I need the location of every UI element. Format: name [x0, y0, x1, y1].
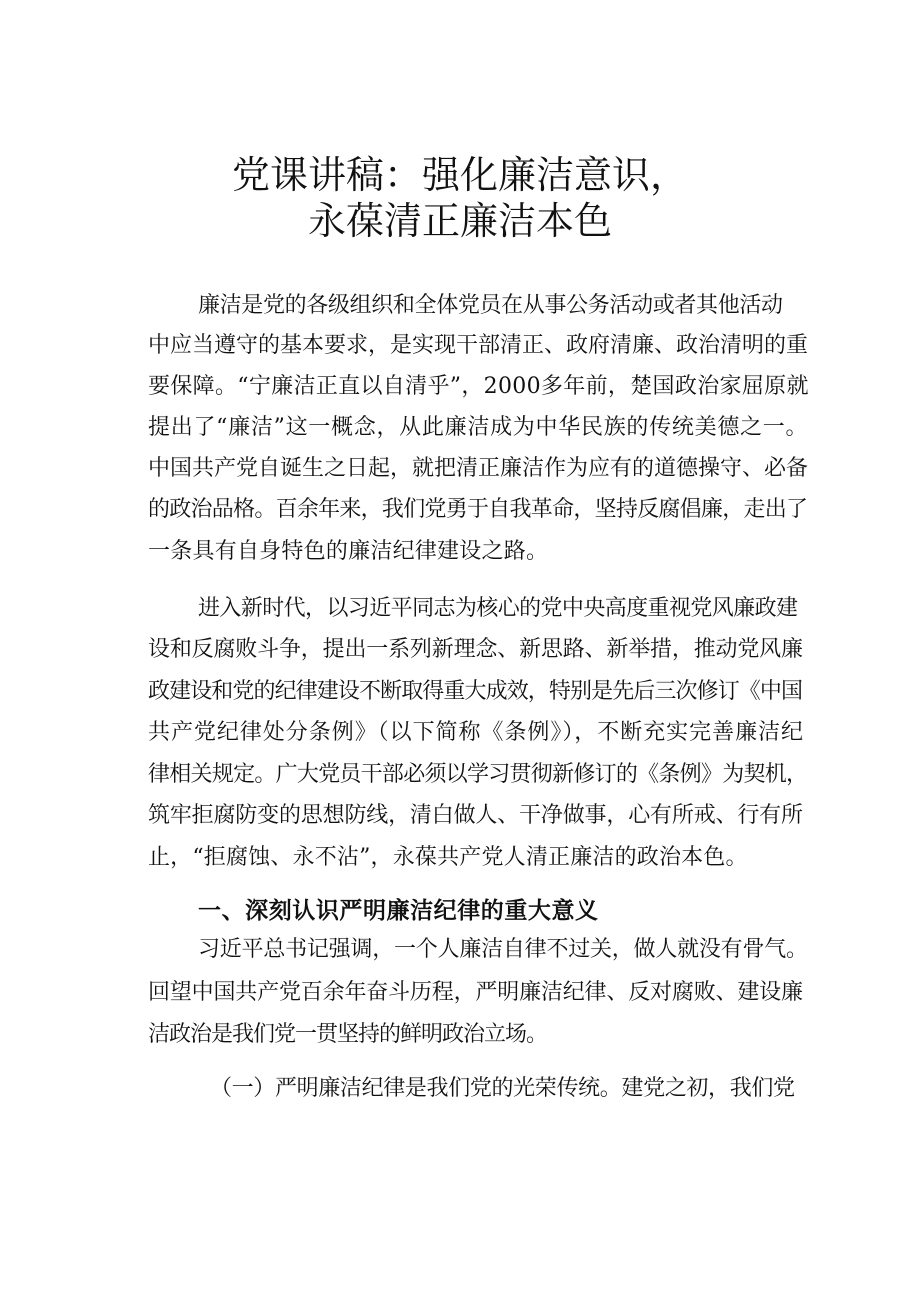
paragraph-2-line-7: 止，“拒腐蚀、永不沾”，永葆共产党人清正廉洁的政治本色。 — [148, 845, 748, 870]
paragraph-1-line-1: 廉洁是党的各级组织和全体党员在从事公务活动或者其他活动 — [198, 293, 783, 318]
subsection-1-line: （一）严明廉洁纪律是我们党的光荣传统。建党之初，我们党 — [210, 1076, 795, 1101]
section-1-paragraph-line-3: 洁政治是我们党一贯坚持的鲜明政治立场。 — [148, 1022, 548, 1047]
paragraph-1-line-5: 中国共产党自诞生之日起，就把清正廉洁作为应有的道德操守、必备 — [148, 456, 809, 481]
paragraph-1-line-3: 要保障。“宁廉洁正直以自清乎”，2000多年前，楚国政治家屈原就 — [148, 374, 809, 399]
paragraph-1-line-4: 提出了“廉洁”这一概念，从此廉洁成为中华民族的传统美德之一。 — [148, 415, 809, 440]
paragraph-2-line-1: 进入新时代，以习近平同志为核心的党中央高度重视党风廉政建 — [198, 596, 798, 621]
paragraph-2-line-5: 律相关规定。广大党员干部必须以学习贯彻新修订的《条例》为契机， — [148, 762, 808, 787]
document-title-line2: 永葆清正廉洁本色 — [307, 199, 612, 243]
document-title-line1: 党课讲稿：强化廉洁意识， — [231, 153, 688, 197]
paragraph-1-line-7: 一条具有自身特色的廉洁纪律建设之路。 — [148, 539, 549, 564]
section-1-paragraph-line-1: 习近平总书记强调，一个人廉洁自律不过关，做人就没有骨气。 — [198, 937, 808, 962]
paragraph-1-line-6: 的政治品格。百余年来，我们党勇于自我革命，坚持反腐倡廉，走出了 — [148, 497, 808, 522]
paragraph-2-line-4: 共产党纪律处分条例》（以下简称《条例》），不断充实完善廉洁纪 — [148, 720, 804, 745]
section-1-paragraph-line-2: 回望中国共产党百余年奋斗历程，严明廉洁纪律、反对腐败、建设廉 — [148, 980, 803, 1005]
paragraph-2-line-6: 筑牢拒腐防变的思想防线，清白做人、干净做事，心有所戒、行有所 — [148, 803, 803, 828]
paragraph-2-line-2: 设和反腐败斗争，提出一系列新理念、新思路、新举措，推动党风廉 — [148, 637, 803, 662]
paragraph-1-line-2: 中应当遵守的基本要求，是实现干部清正、政府清廉、政治清明的重 — [148, 333, 809, 358]
section-1-heading: 一、深刻认识严明廉洁纪律的重大意义 — [198, 898, 599, 924]
paragraph-2-line-3: 政建设和党的纪律建设不断取得重大成效，特别是先后三次修订《中国 — [148, 679, 803, 704]
